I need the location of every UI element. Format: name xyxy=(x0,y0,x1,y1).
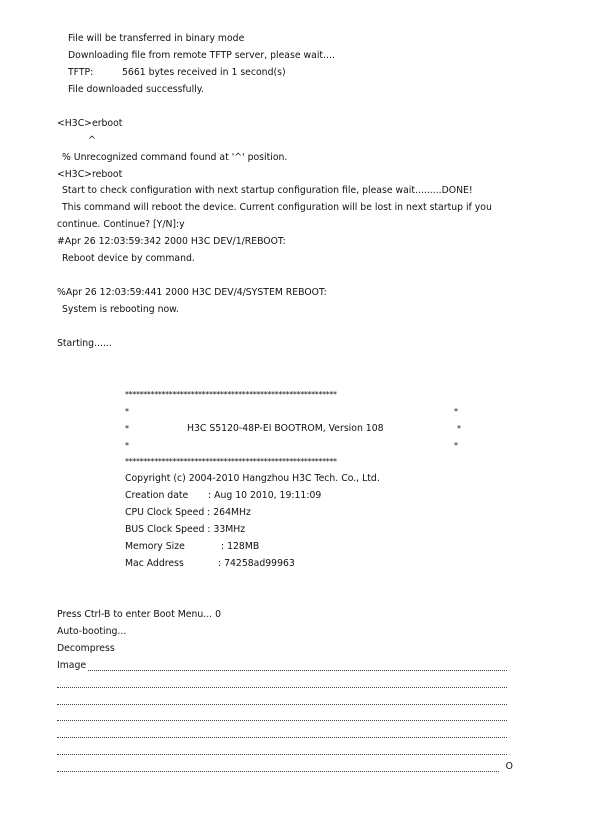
log-line: Downloading file from remote TFTP server, please wait.... xyxy=(68,49,335,61)
progress-dots xyxy=(57,725,507,742)
progress-dots xyxy=(57,692,507,709)
bootrom-creation: Creation date : Aug 10 2010, 19:11:09 xyxy=(125,490,322,502)
bootrom-border: ********************************************************** xyxy=(125,457,337,467)
log-line xyxy=(0,65,602,82)
boot-menu-prompt: Press Ctrl-B to enter Boot Menu... 0 xyxy=(57,608,221,620)
terminal-log xyxy=(0,31,602,776)
log-line: File downloaded successfully. xyxy=(68,83,204,95)
bootrom-memory: Memory Size : 128MB xyxy=(125,541,260,553)
bootrom-star-row xyxy=(0,438,602,455)
log-line: #Apr 26 12:03:59:342 2000 H3C DEV/1/REBOOT: xyxy=(57,236,286,248)
bootrom-title: H3C S5120-48P-EI BOOTROM, Version 108 xyxy=(187,422,384,434)
tftp-label: TFTP: xyxy=(68,66,94,78)
progress-dots xyxy=(57,759,513,776)
star: * xyxy=(454,406,458,416)
log-line: Starting...... xyxy=(57,337,112,349)
log-line: System is rebooting now. xyxy=(62,304,179,315)
bootrom-cpu: CPU Clock Speed : 264MHz xyxy=(125,507,251,519)
image-label: Image xyxy=(57,658,87,675)
bootrom-star-row xyxy=(0,404,602,421)
progress-end: O xyxy=(506,759,513,776)
star: * xyxy=(457,423,461,433)
progress-dots xyxy=(57,658,507,675)
error-caret: ^ xyxy=(88,134,96,146)
progress-dots xyxy=(57,675,507,692)
log-line: %Apr 26 12:03:59:441 2000 H3C DEV/4/SYSTEM REBOOT: xyxy=(57,287,327,299)
error-message: % Unrecognized command found at '^' position. xyxy=(62,151,288,163)
star: * xyxy=(454,440,458,450)
log-line: This command will reboot the device. Current configuration will be lost in next startup if you xyxy=(62,202,492,214)
log-line: Auto-booting... xyxy=(57,625,127,637)
command-line: <H3C>erboot xyxy=(57,117,123,129)
log-line: continue. Continue? [Y/N]:y xyxy=(57,219,185,231)
log-line: Start to check configuration with next startup configuration file, please wait.........DONE! xyxy=(62,185,473,197)
bootrom-border: ********************************************************** xyxy=(125,389,337,399)
log-line: Decompress xyxy=(57,642,115,654)
command-line: <H3C>reboot xyxy=(57,168,123,180)
log-line: Reboot device by command. xyxy=(62,253,195,265)
progress-dots xyxy=(57,709,507,726)
progress-dots xyxy=(57,742,507,759)
star: * xyxy=(125,440,129,450)
star: * xyxy=(125,423,129,433)
bootrom-copyright: Copyright (c) 2004-2010 Hangzhou H3C Tech. Co., Ltd. xyxy=(125,473,380,485)
bootrom-mac: Mac Address : 74258ad99963 xyxy=(125,558,295,570)
log-line: File will be transferred in binary mode xyxy=(68,33,245,44)
bootrom-title-row xyxy=(0,421,602,438)
bootrom-bus: BUS Clock Speed : 33MHz xyxy=(125,524,246,536)
star: * xyxy=(125,406,129,416)
tftp-received: 5661 bytes received in 1 second(s) xyxy=(122,66,286,78)
